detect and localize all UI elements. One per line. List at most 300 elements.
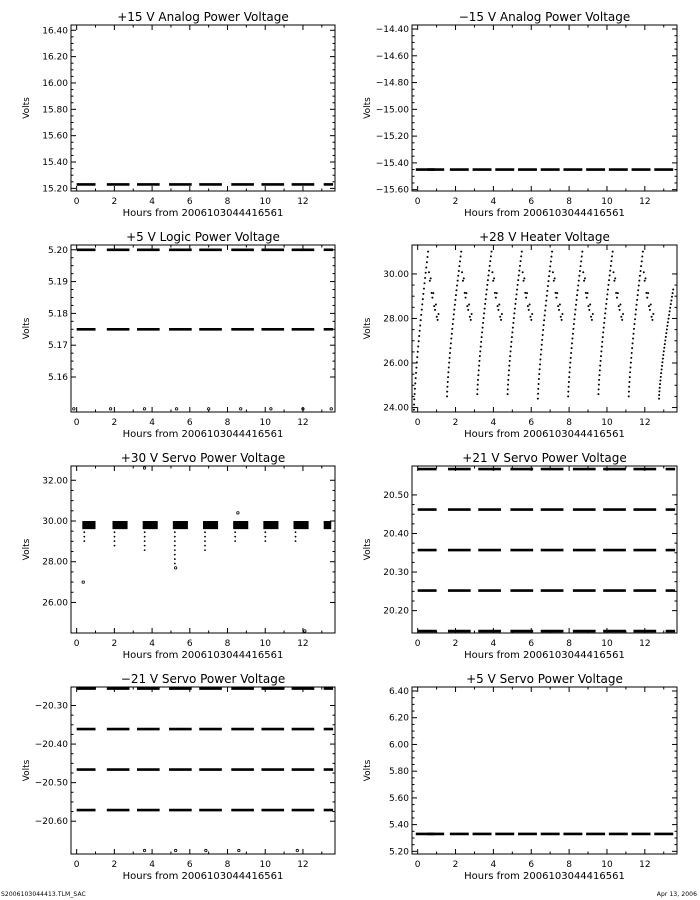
data-layer [77, 689, 333, 852]
x-tick-label: 2 [111, 860, 118, 870]
data-point [580, 260, 582, 262]
data-point [528, 309, 530, 311]
chart-panel-8 [363, 672, 677, 882]
data-point [661, 369, 663, 371]
y-tick-label: −14.60 [375, 51, 409, 62]
y-axis-label: Volts [22, 759, 32, 782]
chart-panel-7 [22, 672, 335, 882]
data-point [668, 314, 670, 316]
chart-title: −15 V Analog Power Voltage [458, 10, 631, 24]
x-tick-label: 12 [639, 860, 651, 870]
data-point [614, 277, 616, 279]
data-point [477, 374, 479, 376]
data-point [542, 329, 544, 331]
data-point [514, 308, 516, 310]
data-point [542, 334, 544, 336]
data-point [572, 328, 574, 330]
data-point [581, 256, 583, 258]
y-tick-label: 5.19 [47, 277, 68, 288]
data-band [203, 521, 218, 529]
data-point [437, 319, 439, 321]
x-axis-label: Hours from 2006103044416561 [122, 429, 284, 440]
data-point [598, 384, 600, 386]
data-point [511, 331, 513, 333]
data-point [582, 271, 584, 273]
x-axis-label: Hours from 2006103044416561 [122, 208, 284, 219]
data-point [413, 404, 415, 406]
data-point [476, 393, 478, 395]
data-point [578, 275, 580, 277]
data-point [461, 271, 463, 273]
plot-frame [71, 25, 335, 191]
data-point [608, 279, 610, 281]
data-point [615, 292, 617, 294]
chart-panel-2 [363, 10, 677, 219]
x-tick-label: 4 [149, 197, 155, 207]
data-point [482, 327, 484, 329]
data-point [144, 536, 146, 538]
data-point [456, 284, 458, 286]
data-point [586, 297, 588, 299]
data-point [433, 305, 435, 307]
data-point [632, 342, 634, 344]
data-point [462, 280, 464, 282]
data-point [665, 336, 667, 338]
data-point [415, 372, 417, 374]
data-point [628, 386, 630, 388]
data-point [547, 280, 549, 282]
x-tick-label: 10 [601, 639, 613, 649]
x-tick-label: 8 [224, 197, 231, 207]
data-point [652, 313, 654, 315]
data-point [517, 279, 519, 281]
data-point [648, 305, 650, 307]
data-point [484, 303, 486, 305]
data-point [620, 316, 622, 318]
x-tick-label: 4 [490, 197, 497, 207]
data-point [510, 350, 512, 352]
x-axis-label: Hours from 2006103044416561 [464, 208, 625, 219]
data-point [451, 333, 453, 335]
data-point [144, 549, 146, 551]
data-point [622, 313, 624, 315]
data-point [558, 309, 560, 311]
y-tick-label: 28.00 [42, 557, 68, 568]
data-point [568, 376, 570, 378]
x-tick-label: 4 [149, 418, 155, 428]
chart-panel-4 [363, 230, 677, 440]
data-point [296, 849, 298, 851]
data-point [570, 357, 572, 359]
data-point [489, 260, 491, 262]
data-point [640, 270, 642, 272]
data-point [486, 284, 488, 286]
data-point [510, 341, 512, 343]
data-point [639, 275, 641, 277]
data-point [598, 388, 600, 390]
data-point [522, 271, 524, 273]
data-point [507, 388, 509, 390]
data-point [264, 540, 266, 542]
x-tick-label: 10 [259, 418, 271, 428]
data-point [636, 299, 638, 301]
x-tick-label: 2 [111, 639, 118, 649]
data-point [600, 350, 602, 352]
data-point [419, 324, 421, 326]
data-point [632, 338, 634, 340]
data-point [601, 346, 603, 348]
y-tick-label: 15.80 [42, 105, 68, 116]
data-point [529, 316, 531, 318]
footer-date-label: Apr 13, 2006 [656, 891, 697, 898]
data-point [418, 340, 420, 342]
data-point [421, 309, 423, 311]
data-point [479, 350, 481, 352]
data-point [174, 540, 176, 542]
data-point [143, 408, 145, 410]
data-point [569, 371, 571, 373]
data-point [638, 284, 640, 286]
data-point [545, 305, 547, 307]
y-tick-label: 6.00 [388, 740, 409, 751]
data-point [641, 256, 643, 258]
y-tick-label: 32.00 [42, 476, 68, 487]
data-point [477, 384, 479, 386]
data-point [540, 354, 542, 356]
data-point [426, 256, 428, 258]
data-point [174, 536, 176, 538]
data-point [207, 408, 209, 410]
data-point [526, 292, 528, 294]
data-point [449, 347, 451, 349]
data-point [598, 374, 600, 376]
data-point [645, 277, 647, 279]
data-point [465, 292, 467, 294]
data-band [294, 521, 309, 529]
data-point [467, 309, 469, 311]
data-point [492, 280, 494, 282]
data-point [649, 309, 651, 311]
data-point [419, 330, 421, 332]
data-point [422, 293, 424, 295]
data-point [454, 304, 456, 306]
y-tick-label: 20.20 [383, 606, 409, 617]
data-point [628, 391, 630, 393]
x-tick-label: 10 [601, 860, 613, 870]
y-tick-label: 16.00 [42, 78, 68, 89]
data-point [469, 316, 471, 318]
data-band [173, 521, 188, 529]
data-point [552, 271, 554, 273]
data-point [607, 289, 609, 291]
data-point [438, 313, 440, 315]
data-point [630, 362, 632, 364]
data-point [237, 512, 239, 514]
data-point [539, 363, 541, 365]
y-tick-label: 15.20 [42, 184, 68, 195]
data-point [581, 251, 583, 253]
data-point [460, 251, 462, 253]
x-tick-label: 6 [186, 197, 193, 207]
data-point [587, 292, 589, 294]
data-point [592, 313, 594, 315]
data-point [499, 316, 501, 318]
y-axis-label: Volts [363, 317, 373, 340]
y-tick-label: −15.40 [375, 158, 409, 169]
y-tick-label: 5.20 [388, 847, 409, 858]
data-point [238, 849, 240, 851]
data-point [413, 398, 415, 400]
data-point [538, 378, 540, 380]
data-point [525, 297, 527, 299]
data-point [579, 270, 581, 272]
data-point [457, 275, 459, 277]
data-point [436, 316, 438, 318]
data-point [487, 279, 489, 281]
data-point [204, 540, 206, 542]
chart-title: +28 V Heater Voltage [479, 230, 610, 244]
chart-panel-3 [22, 230, 335, 440]
data-point [643, 271, 645, 273]
x-tick-label: 12 [297, 418, 309, 428]
data-point [498, 303, 500, 305]
data-point [602, 331, 604, 333]
data-point [663, 347, 665, 349]
data-point [234, 536, 236, 538]
data-point [446, 395, 448, 397]
chart-panel-5 [22, 451, 335, 661]
y-tick-label: 20.40 [383, 529, 409, 540]
data-point [417, 351, 419, 353]
x-tick-label: 12 [639, 418, 651, 428]
x-axis-label: Hours from 2006103044416561 [464, 650, 625, 661]
data-point [538, 383, 540, 385]
data-point [549, 265, 551, 267]
data-point [633, 328, 635, 330]
data-point [574, 309, 576, 311]
data-point [606, 298, 608, 300]
data-point [628, 381, 630, 383]
data-point [447, 376, 449, 378]
data-point [584, 277, 586, 279]
y-tick-label: 5.80 [388, 767, 409, 778]
x-tick-label: 8 [566, 639, 572, 649]
data-point [424, 277, 426, 279]
data-point [612, 251, 614, 253]
data-point [494, 292, 496, 294]
data-point [451, 328, 453, 330]
x-tick-label: 0 [414, 418, 421, 428]
data-point [629, 376, 631, 378]
data-point [669, 307, 671, 309]
data-point [83, 536, 85, 538]
data-point [449, 352, 451, 354]
data-layer [413, 251, 674, 411]
data-point [613, 280, 615, 282]
data-point [578, 280, 580, 282]
data-point [518, 274, 520, 276]
data-point [458, 265, 460, 267]
data-point [330, 408, 332, 410]
data-point [570, 352, 572, 354]
data-point [599, 369, 601, 371]
data-point [478, 360, 480, 362]
data-point [427, 251, 429, 253]
data-point [637, 294, 639, 296]
data-point [512, 322, 514, 324]
data-point [538, 373, 540, 375]
y-tick-label: 30.00 [42, 516, 68, 527]
data-point [515, 298, 517, 300]
data-point [671, 296, 673, 298]
data-point [519, 265, 521, 267]
data-point [602, 336, 604, 338]
y-axis-label: Volts [363, 759, 373, 782]
data-point [554, 277, 556, 279]
data-point [483, 317, 485, 319]
x-tick-label: 8 [224, 860, 231, 870]
data-point [672, 289, 674, 291]
data-point [449, 357, 451, 359]
data-point [531, 313, 533, 315]
data-point [485, 293, 487, 295]
y-tick-label: −15.20 [375, 132, 409, 143]
data-point [484, 308, 486, 310]
data-point [234, 531, 236, 533]
data-point [605, 303, 607, 305]
x-tick-label: 4 [490, 860, 497, 870]
data-point [417, 346, 419, 348]
data-band [233, 521, 248, 529]
data-point [567, 391, 569, 393]
data-point [571, 338, 573, 340]
data-point [635, 313, 637, 315]
x-tick-label: 0 [73, 197, 80, 207]
data-layer [418, 469, 675, 631]
data-point [665, 332, 667, 334]
data-band [263, 521, 278, 529]
data-point [561, 319, 563, 321]
data-point [604, 317, 606, 319]
data-point [629, 366, 631, 368]
data-point [507, 393, 509, 395]
data-point [546, 295, 548, 297]
x-tick-label: 8 [566, 197, 572, 207]
data-point [488, 270, 490, 272]
x-tick-label: 10 [259, 860, 271, 870]
data-point [672, 292, 674, 294]
data-point [658, 394, 660, 396]
data-point [600, 355, 602, 357]
data-point [423, 288, 425, 290]
data-point [664, 339, 666, 341]
y-axis-label: Volts [363, 97, 373, 119]
data-layer [82, 467, 331, 632]
data-point [416, 361, 418, 363]
data-point [559, 303, 561, 305]
data-point [517, 284, 519, 286]
data-point [448, 362, 450, 364]
data-point [606, 293, 608, 295]
data-point [447, 371, 449, 373]
data-point [589, 303, 591, 305]
x-tick-label: 0 [73, 418, 80, 428]
data-point [548, 275, 550, 277]
data-point [635, 309, 637, 311]
data-point [264, 531, 266, 533]
data-point [482, 322, 484, 324]
data-point [143, 849, 145, 851]
y-tick-label: 30.00 [383, 269, 409, 280]
data-band [112, 521, 127, 529]
data-point [500, 319, 502, 321]
data-point [577, 289, 579, 291]
data-point [569, 362, 571, 364]
data-point [463, 277, 465, 279]
data-point [610, 260, 612, 262]
chart-title: +5 V Servo Power Voltage [466, 672, 623, 686]
y-tick-label: 20.50 [383, 490, 409, 501]
data-point [143, 467, 145, 469]
data-point [513, 312, 515, 314]
data-point [663, 350, 665, 352]
data-point [114, 540, 116, 542]
y-tick-label: −20.60 [34, 817, 68, 828]
data-point [174, 849, 176, 851]
data-point [573, 323, 575, 325]
data-point [660, 376, 662, 378]
data-point [666, 329, 668, 331]
x-tick-label: 8 [224, 418, 231, 428]
data-point [658, 398, 660, 400]
data-point [576, 299, 578, 301]
data-point [481, 336, 483, 338]
data-point [647, 292, 649, 294]
data-point [571, 342, 573, 344]
data-point [114, 545, 116, 547]
data-point [616, 297, 618, 299]
data-point [619, 303, 621, 305]
x-axis-label: Hours from 2006103044416561 [122, 650, 284, 661]
y-tick-label: 6.40 [388, 687, 409, 698]
data-point [651, 316, 653, 318]
data-point [422, 298, 424, 300]
data-point [661, 365, 663, 367]
data-point [420, 314, 422, 316]
plot-frame [412, 687, 677, 854]
data-point [431, 297, 433, 299]
x-tick-label: 12 [639, 639, 651, 649]
y-tick-label: 20.30 [383, 568, 409, 579]
data-point [507, 379, 509, 381]
data-point [114, 531, 116, 533]
data-point [571, 347, 573, 349]
data-point [174, 531, 176, 533]
x-tick-label: 4 [490, 639, 497, 649]
data-point [609, 270, 611, 272]
data-point [414, 393, 416, 395]
data-point [264, 536, 266, 538]
y-tick-label: −15.60 [375, 185, 409, 196]
data-point [429, 280, 431, 282]
y-tick-label: 16.40 [42, 26, 68, 37]
data-point [497, 305, 499, 307]
data-point [539, 358, 541, 360]
data-point [530, 319, 532, 321]
footer-file-label: S2006103044413.TLM_SAC [1, 891, 86, 898]
x-tick-label: 4 [149, 860, 155, 870]
x-tick-label: 10 [259, 639, 271, 649]
